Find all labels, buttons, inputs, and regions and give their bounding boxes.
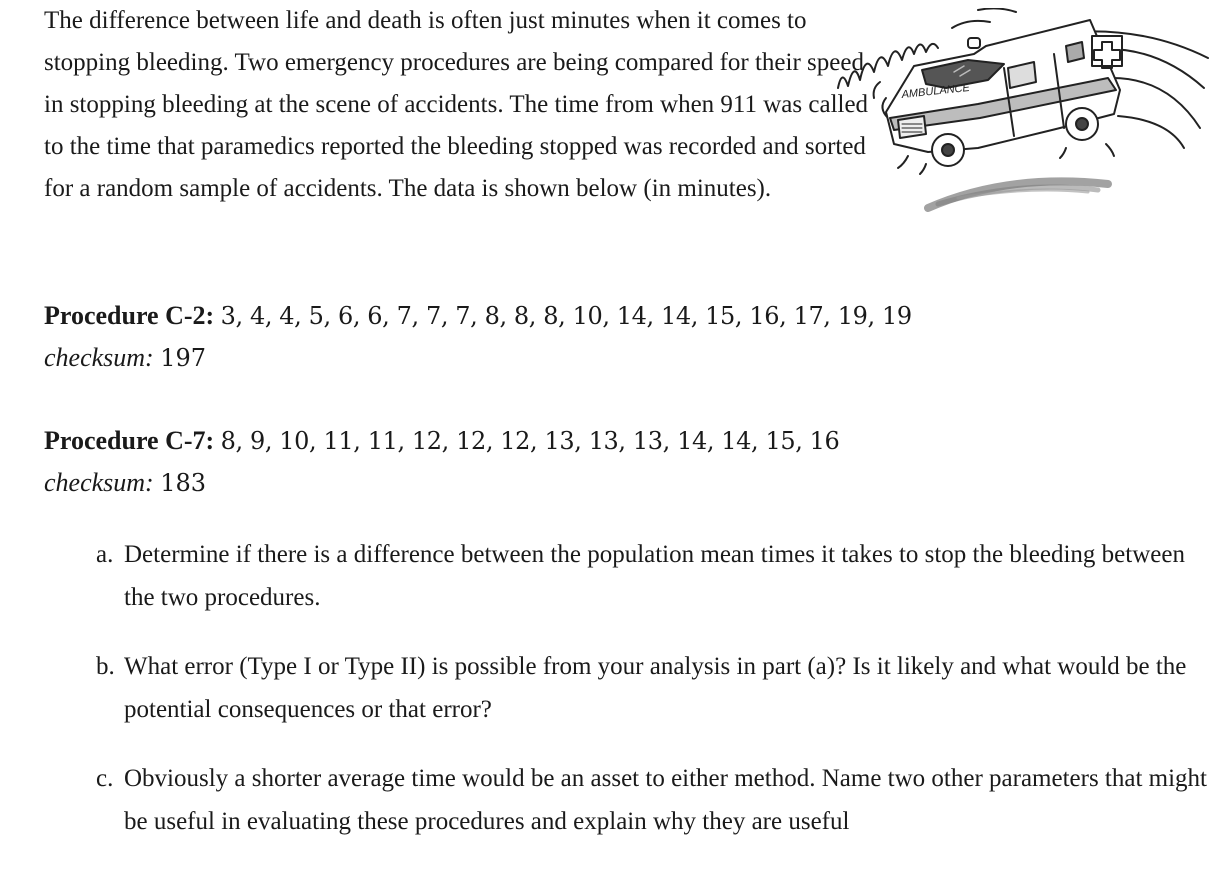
procedure-c7-values: 8, 9, 10, 11, 11, 12, 12, 12, 13, 13, 13, 14, 14, 15, 16	[220, 427, 840, 455]
procedure-c2-data	[44, 295, 912, 337]
ambulance-label: AMBULANCE	[901, 81, 971, 101]
question-b	[96, 645, 1212, 731]
problem-intro	[44, 0, 874, 210]
question-letter: a.	[96, 541, 114, 568]
question-list	[96, 533, 1212, 869]
procedure-c2-checksum	[44, 337, 912, 379]
checksum-value: 183	[160, 469, 207, 497]
procedure-c2-values: 3, 4, 4, 5, 6, 6, 7, 7, 7, 8, 8, 8, 10, 14, 14, 15, 16, 17, 19, 19	[220, 302, 912, 330]
question-letter: c.	[96, 765, 114, 792]
procedure-c2-name: Procedure C-2:	[44, 301, 215, 330]
question-a	[96, 533, 1212, 619]
checksum-value: 197	[160, 344, 207, 372]
question-text: Determine if there is a difference between the population mean times it takes to stop the bleeding between the two procedures.	[124, 541, 1185, 611]
ambulance-icon	[828, 8, 1212, 216]
question-text: Obviously a shorter average time would be an asset to either method. Name two other parameters that might be useful in evaluating these procedures and explain why they are useful	[124, 765, 1208, 835]
question-c	[96, 757, 1212, 843]
procedure-c7-checksum	[44, 462, 839, 504]
intro-paragraph: The difference between life and death is often just minutes when it comes to stopping bleeding. Two emergency procedures are being compared for their speed in stopping bleeding at the scene of accidents. The time from when 911 was called to the time that paramedics reported the bleeding stopped was recorded and sorted for a random sample of accidents. The data is shown below (in minutes).	[44, 7, 869, 202]
procedure-c7-block	[44, 420, 839, 504]
ambulance-illustration	[828, 8, 1212, 216]
checksum-label: checksum:	[44, 468, 154, 497]
procedure-c2-block	[44, 295, 912, 379]
procedure-c7-data	[44, 420, 839, 462]
question-letter: b.	[96, 653, 115, 680]
checksum-label: checksum:	[44, 343, 154, 372]
question-text: What error (Type I or Type II) is possible from your analysis in part (a)? Is it likely and what would be the potential consequences or that error?	[124, 653, 1187, 723]
procedure-c7-name: Procedure C-7:	[44, 426, 215, 455]
